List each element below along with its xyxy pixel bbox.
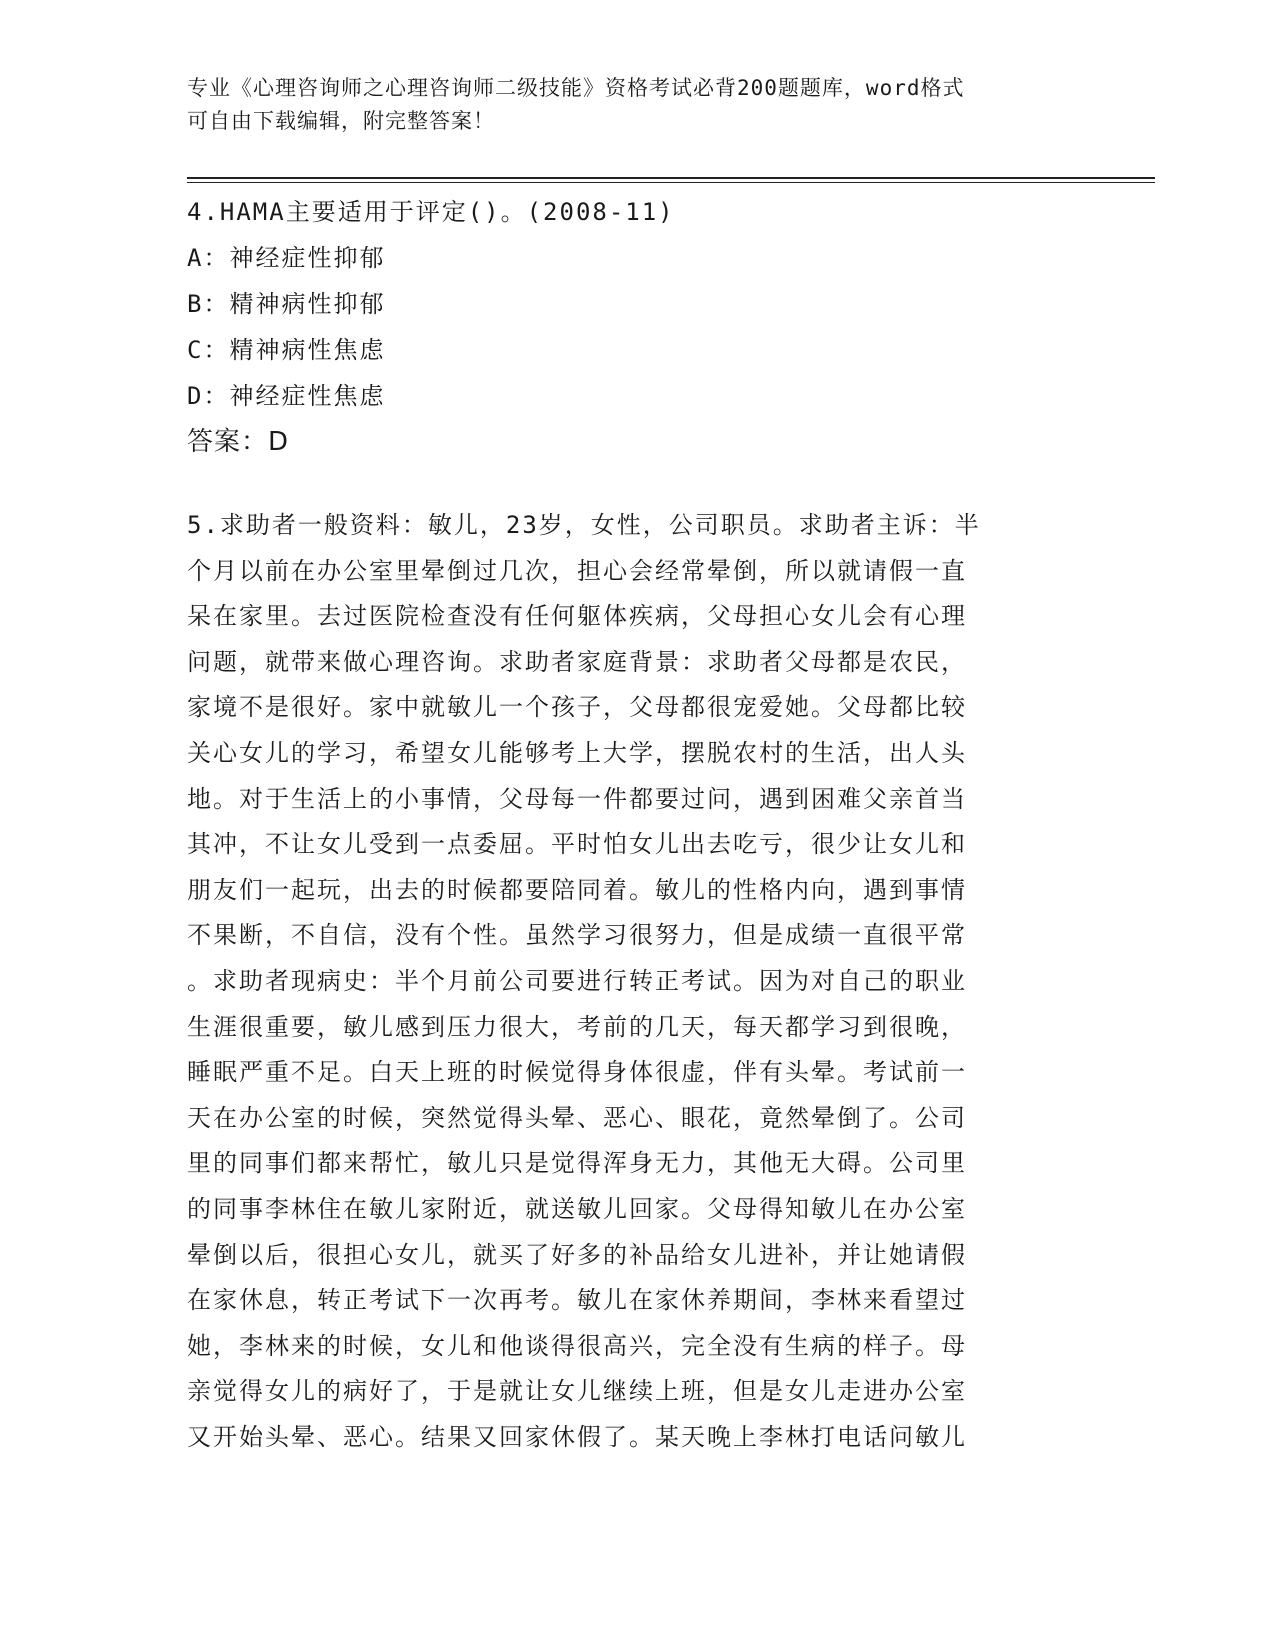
question-5-line: 晕倒以后，很担心女儿，就买了好多的补品给女儿进补，并让她请假 [187, 1240, 967, 1269]
question-4-option-d: D：神经症性焦虑 [187, 382, 386, 410]
question-4-stem: 4.HAMA主要适用于评定()。(2008-11) [187, 198, 675, 226]
question-5-line: 睡眠严重不足。白天上班的时候觉得身体很虚，伴有头晕。考试前一 [187, 1058, 967, 1087]
question-5-line: 问题，就带来做心理咨询。求助者家庭背景：求助者父母都是农民， [187, 647, 967, 676]
question-5-line: 天在办公室的时候，突然觉得头晕、恶心、眼花，竟然晕倒了。公司 [187, 1103, 967, 1132]
question-4-option-c: C：精神病性焦虑 [187, 336, 386, 364]
question-4-option-b: B：精神病性抑郁 [187, 290, 386, 318]
question-5-line: 家境不是很好。家中就敏儿一个孩子，父母都很宠爱她。父母都比较 [187, 693, 967, 722]
question-5-line: 其冲，不让女儿受到一点委屈。平时怕女儿出去吃亏，很少让女儿和 [187, 830, 967, 859]
question-5-line: 生涯很重要，敏儿感到压力很大，考前的几天，每天都学习到很晚， [187, 1012, 967, 1041]
question-5-line: 地。对于生活上的小事情，父母每一件都要过问，遇到困难父亲首当 [187, 784, 967, 813]
question-4-answer: 答案：D [187, 427, 290, 457]
header-line-1: 专业《心理咨询师之心理咨询师二级技能》资格考试必背200题题库，word格式 [187, 76, 965, 100]
header-divider-thick [187, 177, 1155, 179]
header-divider-thin [187, 182, 1155, 183]
header-line-2: 可自由下载编辑，附完整答案！ [187, 109, 495, 133]
question-5-line: 她，李林来的时候，女儿和他谈得很高兴，完全没有生病的样子。母 [187, 1331, 967, 1360]
question-5-line: 在家休息，转正考试下一次再考。敏儿在家休养期间，李林来看望过 [187, 1286, 967, 1315]
document-header [187, 72, 1067, 138]
question-5-line: 呆在家里。去过医院检查没有任何躯体疾病，父母担心女儿会有心理 [187, 602, 967, 631]
question-5-line: 。求助者现病史：半个月前公司要进行转正考试。因为对自己的职业 [187, 966, 967, 995]
question-5-line: 个月以前在办公室里晕倒过几次，担心会经常晕倒，所以就请假一直 [187, 556, 967, 585]
question-5-line: 的同事李林住在敏儿家附近，就送敏儿回家。父母得知敏儿在办公室 [187, 1194, 967, 1223]
question-5-line: 5.求助者一般资料：敏儿，23岁，女性，公司职员。求助者主诉：半 [187, 511, 981, 539]
question-5-line: 亲觉得女儿的病好了，于是就让女儿继续上班，但是女儿走进办公室 [187, 1377, 967, 1406]
question-4-option-a: A：神经症性抑郁 [187, 244, 386, 272]
question-4 [187, 189, 1067, 465]
question-5-line: 里的同事们都来帮忙，敏儿只是觉得浑身无力，其他无大碍。公司里 [187, 1149, 967, 1178]
question-5-line: 关心女儿的学习，希望女儿能够考上大学，摆脱农村的生活，出人头 [187, 738, 967, 767]
question-5 [187, 503, 1067, 1460]
question-5-line: 朋友们一起玩，出去的时候都要陪同着。敏儿的性格内向，遇到事情 [187, 875, 967, 904]
question-5-line: 不果断，不自信，没有个性。虽然学习很努力，但是成绩一直很平常 [187, 921, 967, 950]
question-5-line: 又开始头晕、恶心。结果又回家休假了。某天晚上李林打电话问敏儿 [187, 1422, 967, 1451]
